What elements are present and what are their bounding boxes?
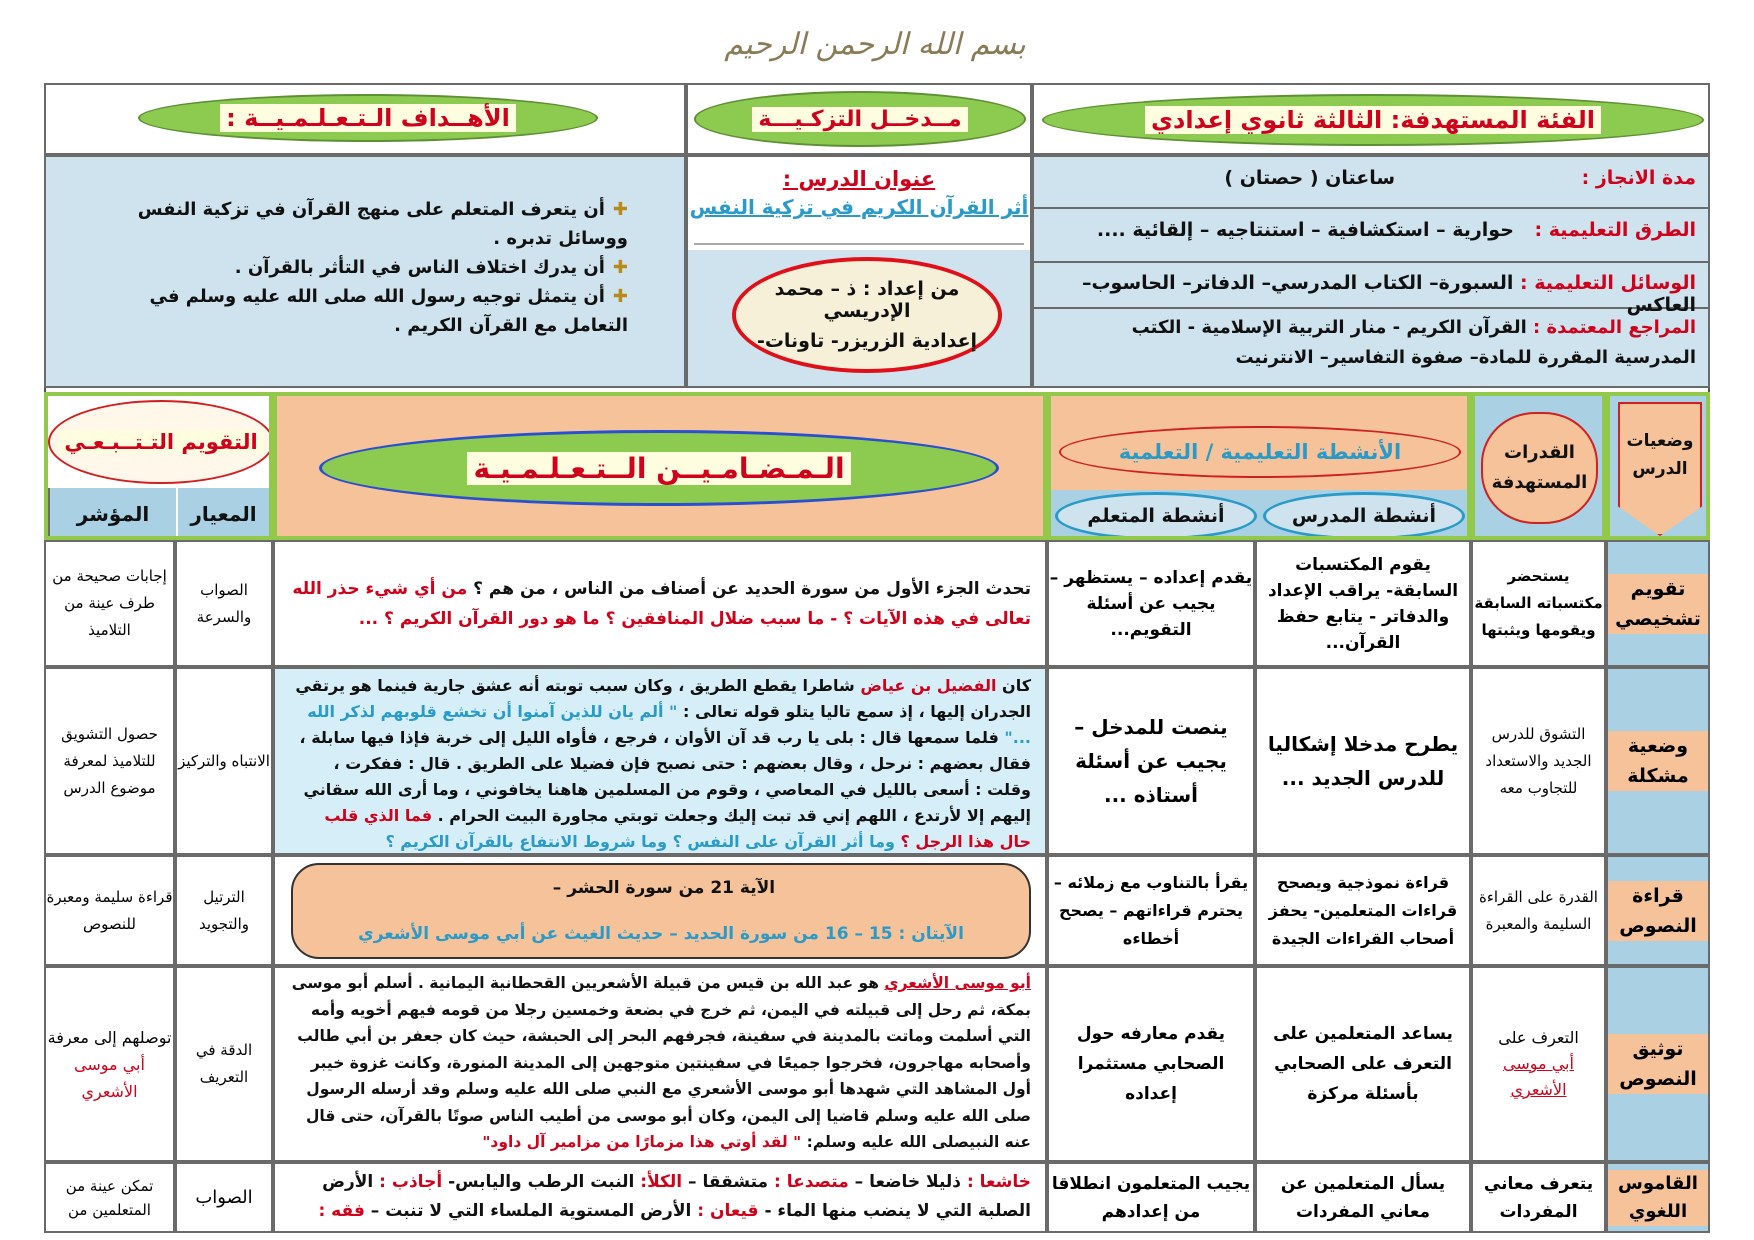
row5-ability: يتعرف معاني المفردات bbox=[1471, 1162, 1606, 1233]
entry-title-cell bbox=[686, 83, 1032, 155]
row3-criterion: الترتيل والتجويد bbox=[175, 855, 273, 966]
lesson-block bbox=[686, 155, 1032, 388]
entry-title-oval bbox=[694, 91, 1026, 147]
duration-row bbox=[1056, 167, 1696, 189]
row2-criterion: الانتباه والتركيز bbox=[175, 667, 273, 855]
row3-verse-box: الآية 21 من سورة الحشر – الآيتان : 15 – 16 من سورة الحديد – حديث الغيث عن أبي موسى الأشعري bbox=[291, 863, 1031, 959]
refs-row bbox=[1046, 313, 1696, 373]
objectives-block bbox=[44, 155, 686, 388]
situations-label: وضعيات الدرس bbox=[1626, 431, 1694, 479]
row2-learner: ينصت للمدخل – يجيب عن أسئلة أستاذه ... bbox=[1047, 667, 1255, 855]
methods-label: الطرق التعليمية : bbox=[1534, 219, 1696, 241]
row3-situation: قراءة النصوص bbox=[1606, 855, 1710, 966]
row4-criterion: الدقة في التعريف bbox=[175, 966, 273, 1162]
learner-header: أنشطة المتعلم bbox=[1055, 492, 1257, 540]
row2-content: كان الفضيل بن عياض شاطرا يقطع الطريق ، وكان سبب توبته أنه عشق جارية فينما هو يرتقي الجدران إليها ، إذ سمع تاليا يتلو قوله تعالى : " ألم يان للذين آمنوا أن تخشع قلوبهم لذكر الله ..." فلما سمعها قال : بلى يا رب قد آن الأوان ، فرجع ، فأواه الليل إلى خربة فإذا فيها سابلة ، فقال بعضهم : نرحل ، وقال بعضهم : حتى نصبح فإن فضيلا على الطريق . قال : ففكرت ، وقلت : أسعى بالليل في المعاصي ، وقوم من المسلمين هاهنا يخافوني ، وما أرى الله سقاني إليهم إلا لأرتدع ، اللهم إني قد تبت إليك وجعلت توبتي مجاورة البيت الحرام . فما الذي قلب حال هذا الرجل ؟ وما أثر القرآن على النفس ؟ وما شروط الانتفاع بالقرآن الكريم ؟ bbox=[273, 667, 1047, 855]
row1-teacher: يقوم المكتسبات السابقة- يراقب الإعداد والدفاتر - يتابع حفظ القرآن... bbox=[1255, 540, 1471, 667]
row3-content bbox=[273, 855, 1047, 966]
teacher-header: أنشطة المدرس bbox=[1263, 492, 1465, 540]
info-block bbox=[1032, 155, 1710, 388]
row5-indicator: تمكن عينة من المتعلمين من bbox=[44, 1162, 175, 1233]
tools-row bbox=[1046, 272, 1696, 316]
objectives-title-oval bbox=[138, 94, 598, 142]
methods-value: حوارية – استكشافية – استنتاجيه – إلقائية .... bbox=[1096, 219, 1514, 241]
row2-situation: وضعية مشكلة bbox=[1606, 667, 1710, 855]
methods-row bbox=[1046, 219, 1696, 241]
row5-situation: القاموس اللغوي bbox=[1606, 1162, 1710, 1233]
tools-value: السبورة– الكتاب المدرسي– الدفاتر– الحاسوب– العاكس bbox=[1081, 272, 1696, 316]
objectives-title-label: الأهــداف الـتـعـلـمـيــة : bbox=[220, 104, 516, 132]
row4-learner: يقدم معارفه حول الصحابي مستثمرا إعداده bbox=[1047, 966, 1255, 1162]
row2-ability: التشوق للدرس الجديد والاستعداد للتجاوب معه bbox=[1471, 667, 1606, 855]
refs-value: القرآن الكريم - منار التربية الإسلامية - الكتب المدرسية المقررة للمادة– صفوة التفاسير– الانترنيت bbox=[1131, 317, 1696, 368]
row2-teacher: يطرح مدخلا إشكاليا للدرس الجديد ... bbox=[1255, 667, 1471, 855]
target-group-oval bbox=[1042, 94, 1704, 146]
lesson-title-box bbox=[688, 167, 1030, 219]
row3-ability: القدرة على القراءة السليمة والمعبرة bbox=[1471, 855, 1606, 966]
evaluation-header bbox=[44, 392, 273, 540]
row4-ability: التعرف على أبي موسى الأشعري bbox=[1471, 966, 1606, 1162]
row4-indicator: توصلهم إلى معرفة أبي موسى الأشعري bbox=[44, 966, 175, 1162]
lesson-title: أثر القرآن الكريم في تزكية النفس bbox=[689, 195, 1029, 219]
row3-teacher: قراءة نموذجية ويصحح قراءات المتعلمين- يحفز أصحاب القراءات الجيدة bbox=[1255, 855, 1471, 966]
indicator-header: المؤشر bbox=[48, 488, 176, 540]
row4-situation: توثيق النصوص bbox=[1606, 966, 1710, 1162]
abilities-header bbox=[1471, 392, 1606, 540]
abilities-label: القدرات المستهدفة bbox=[1491, 442, 1588, 493]
situations-header bbox=[1606, 392, 1710, 540]
bismillah-calligraphy: بسم الله الرحمن الرحيم bbox=[724, 27, 1026, 62]
row4-content: أبو موسى الأشعري هو عبد الله بن قيس من قبيلة الأشعريين القحطانية اليمانية . أسلم أبو موسى بمكة، ثم رحل إلى قبيلته في اليمن، ثم خرج في بضعة وخمسين رجلا من قومه فيهم أخويه وأمه التي أسلمت وماتت بالمدينة في سفينة، فجرفهم البحر إلى الحبشة، حيث كان جعفر بن أبي طالب وأصحابه مهاجرون، فخرجوا جميعًا في سفينتين متوجهين إلى المدينة المنورة، وكانت غزوة خيبر أول المشاهد التي شهدها أبو موسى الأشعري مع النبي صلى الله عليه وسلم وقد أرسله الرسول صلى الله عليه وسلم قاضيا إلى اليمن، وكان أبو موسى من أطيب الناس صوتًا بالقرآن، حتى قال عنه النبيصلى الله عليه وسلم: " لقد أوتي هذا مزمارًا من مزامير آل داود" bbox=[273, 966, 1047, 1162]
objective-item: ✚أن يتعرف المتعلم على منهج القرآن في تزكية النفس ووسائل تدبره . bbox=[137, 199, 628, 249]
author-name: من إعداد : ذ – محمد الإدريسي bbox=[774, 278, 960, 322]
row2-indicator: حصول التشويق للتلاميذ لمعرفة موضوع الدرس bbox=[44, 667, 175, 855]
row5-learner: يجيب المتعلمون انطلاقا من إعدادهم bbox=[1047, 1162, 1255, 1233]
abilities-shape bbox=[1481, 412, 1598, 524]
row5-content: خاشعا : ذليلا خاضعا – متصدعا : متشققا – الكلأ: النبت الرطب واليابس- أجاذب : الأرض الصلبة التي لا ينضب منها الماء - قيعان : الأرض المستوية الملساء التي لا تنبت – فقه : bbox=[273, 1162, 1047, 1233]
row3-learner: يقرأ بالتناوب مع زملائه – يحترم قراءاتهم – يصحح أخطاءه bbox=[1047, 855, 1255, 966]
duration-value: ساعتان ( حصتان ) bbox=[1224, 167, 1396, 189]
row1-content: تحدث الجزء الأول من سورة الحديد عن أصناف من الناس ، من هم ؟ من أي شيء حذر الله تعالى في هذه الآيات ؟ - ما سبب ضلال المنافقين ؟ ما هو دور القرآن الكريم ؟ ... bbox=[273, 540, 1047, 667]
target-group-label: الفئة المستهدفة: الثالثة ثانوي إعدادي bbox=[1145, 106, 1601, 134]
author-badge bbox=[732, 257, 1002, 373]
lesson-divider bbox=[694, 243, 1024, 245]
author-school: إعدادية الزريزر- تاونات- bbox=[756, 330, 978, 352]
bullet-icon: ✚ bbox=[612, 257, 628, 278]
row5-teacher: يسأل المتعلمين عن معاني المفردات bbox=[1255, 1162, 1471, 1233]
contents-label: الـمـضـامـيــن الــتـعـلـمـيـة bbox=[467, 452, 850, 485]
duration-label: مدة الانجاز : bbox=[1581, 167, 1696, 189]
entry-title-label: مــدخــل التزكـيـــة bbox=[752, 107, 967, 132]
row3-indicator: قراءة سليمة ومعبرة للنصوص bbox=[44, 855, 175, 966]
evaluation-oval bbox=[48, 400, 273, 484]
row4-teacher: يساعد المتعلمين على التعرف على الصحابي بأسئلة مركزة bbox=[1255, 966, 1471, 1162]
row1-situation: تقويم تشخيصي bbox=[1606, 540, 1710, 667]
activities-header bbox=[1047, 392, 1471, 540]
target-group-cell bbox=[1032, 83, 1710, 155]
contents-oval bbox=[319, 430, 999, 506]
contents-header bbox=[273, 392, 1047, 540]
objectives-list bbox=[88, 195, 628, 340]
lesson-title-label: عنوان الدرس : bbox=[782, 167, 936, 191]
activities-oval bbox=[1059, 426, 1461, 478]
objective-item: ✚أن يتمثل توجيه رسول الله صلى الله عليه وسلم في التعامل مع القرآن الكريم . bbox=[149, 286, 628, 336]
activities-label: الأنشطة التعليمية / التعلمية bbox=[1118, 440, 1402, 464]
refs-label: المراجع المعتمدة : bbox=[1533, 317, 1696, 338]
row1-ability: يستحضر مكتسباته السابقة ويقومها ويثبتها bbox=[1471, 540, 1606, 667]
objective-item: ✚أن يدرك اختلاف الناس في التأثر بالقرآن . bbox=[234, 257, 628, 278]
tools-label: الوسائل التعليمية : bbox=[1520, 272, 1696, 294]
row5-criterion: الصواب bbox=[175, 1162, 273, 1233]
objectives-title-cell bbox=[44, 83, 686, 155]
row1-learner: يقدم إعداده – يستظهر – يجيب عن أسئلة التقويم... bbox=[1047, 540, 1255, 667]
criterion-header: المعيار bbox=[178, 488, 269, 540]
evaluation-label: التقويم التـتــبـعـي bbox=[58, 430, 263, 454]
row1-criterion: الصواب والسرعة bbox=[175, 540, 273, 667]
row1-indicator: إجابات صحيحة من طرف عينة من التلاميذ bbox=[44, 540, 175, 667]
bullet-icon: ✚ bbox=[612, 199, 628, 220]
bullet-icon: ✚ bbox=[612, 286, 628, 307]
